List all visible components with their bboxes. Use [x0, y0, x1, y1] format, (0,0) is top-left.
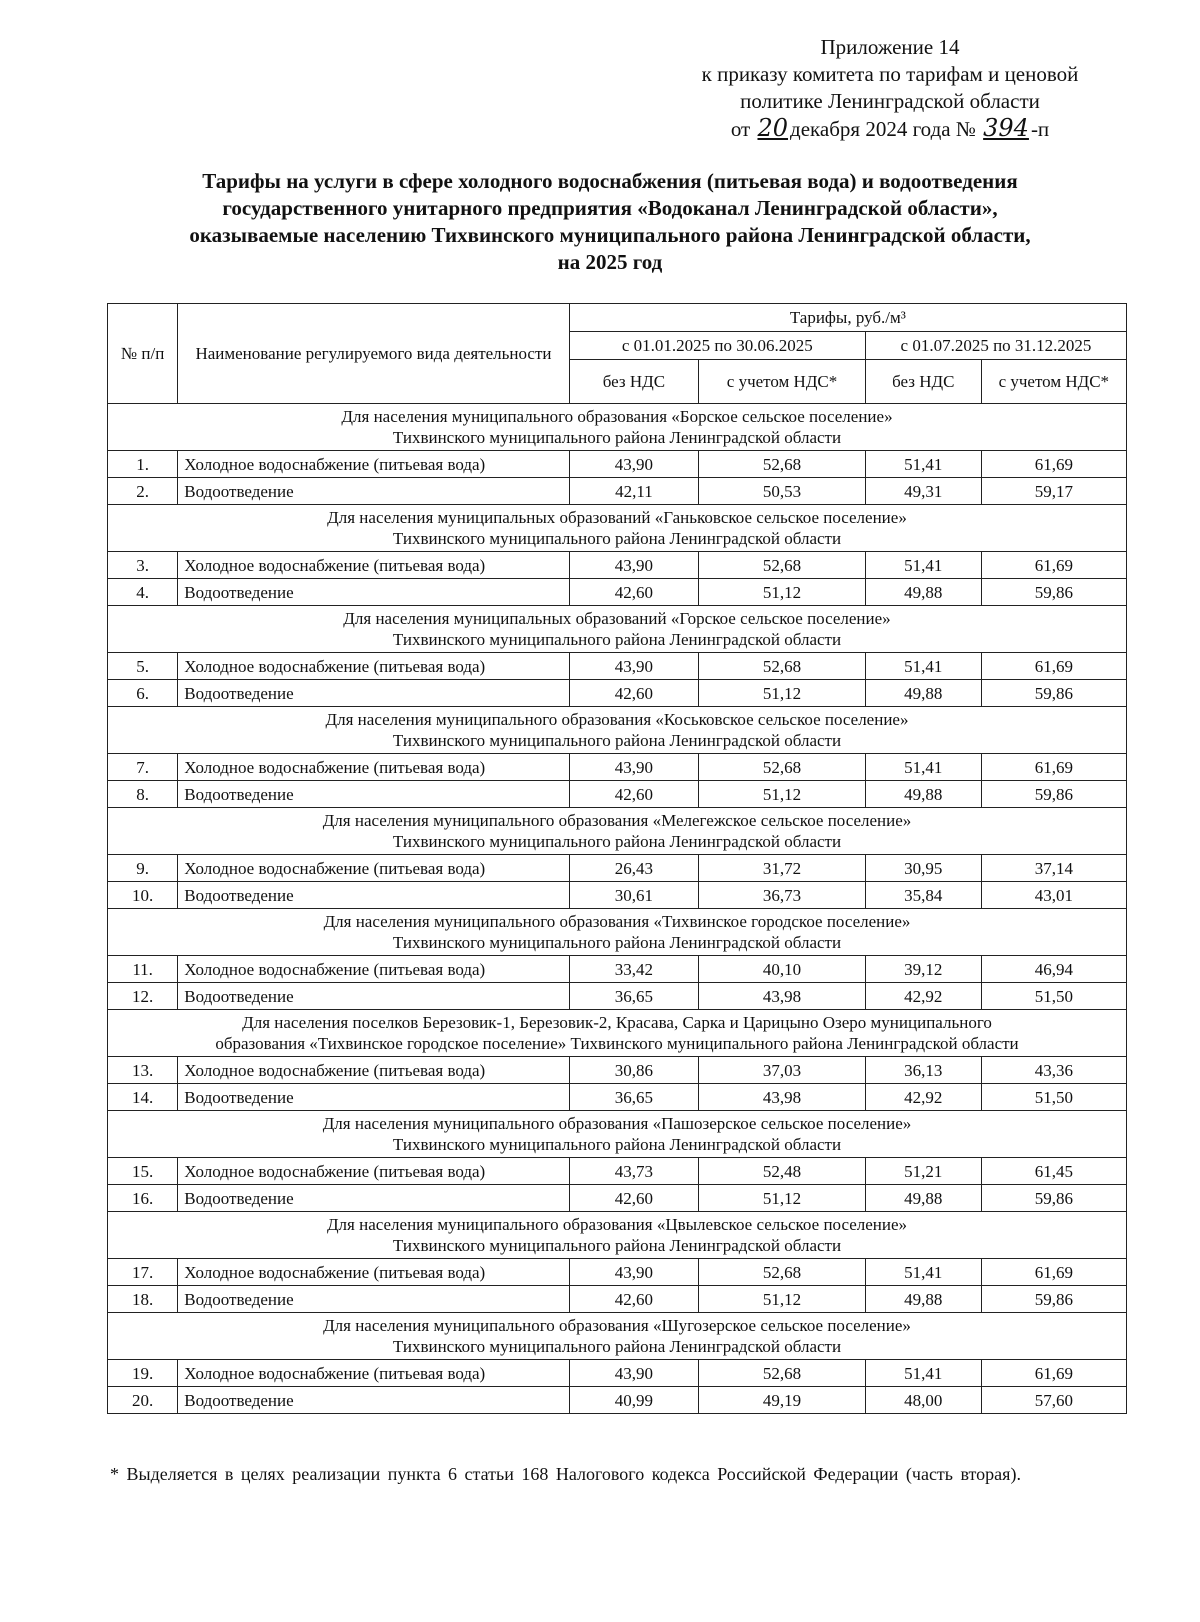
row-p1-no-vat: 33,42 — [569, 956, 698, 983]
row-p1-with-vat: 52,68 — [699, 1360, 866, 1387]
section-heading-row — [108, 1212, 1127, 1259]
section-heading — [108, 1010, 1127, 1057]
table-row — [108, 1286, 1127, 1313]
row-number: 1. — [108, 451, 178, 478]
row-p1-with-vat: 52,48 — [699, 1158, 866, 1185]
appendix-header — [640, 34, 1140, 143]
row-number: 14. — [108, 1084, 178, 1111]
table-row — [108, 1158, 1127, 1185]
row-service-name: Водоотведение — [178, 1286, 569, 1313]
section-heading-line-1: Для населения муниципального образования «Мелегежское сельское поселение» — [322, 811, 912, 830]
row-p1-with-vat: 43,98 — [699, 1084, 866, 1111]
row-p2-with-vat: 43,36 — [981, 1057, 1126, 1084]
row-number: 6. — [108, 680, 178, 707]
section-heading-row — [108, 606, 1127, 653]
row-service-name: Холодное водоснабжение (питьевая вода) — [178, 855, 569, 882]
row-service-name: Холодное водоснабжение (питьевая вода) — [178, 956, 569, 983]
row-number: 9. — [108, 855, 178, 882]
row-service-name: Водоотведение — [178, 1185, 569, 1212]
table-row — [108, 451, 1127, 478]
row-p1-no-vat: 30,61 — [569, 882, 698, 909]
row-p1-with-vat: 51,12 — [699, 579, 866, 606]
row-p1-no-vat: 40,99 — [569, 1387, 698, 1414]
section-heading-row — [108, 1313, 1127, 1360]
row-p2-no-vat: 49,88 — [865, 680, 981, 707]
row-p1-no-vat: 43,90 — [569, 552, 698, 579]
table-header — [108, 304, 1127, 404]
table-row — [108, 1084, 1127, 1111]
section-heading — [108, 505, 1127, 552]
col-header-p1-with-vat: с учетом НДС* — [699, 360, 866, 404]
row-p2-with-vat: 59,17 — [981, 478, 1126, 505]
section-heading-line-1: Для населения муниципального образования «Цвылевское сельское поселение» — [326, 1215, 908, 1234]
col-header-p2-with-vat: с учетом НДС* — [981, 360, 1126, 404]
section-heading-line-2: Тихвинского муниципального района Ленинградской области — [392, 630, 842, 649]
section-heading-line-2: Тихвинского муниципального района Ленинградской области — [392, 1337, 842, 1356]
table-row — [108, 1185, 1127, 1212]
section-heading — [108, 1313, 1127, 1360]
row-p1-with-vat: 37,03 — [699, 1057, 866, 1084]
table-row — [108, 680, 1127, 707]
col-header-tariffs: Тарифы, руб./м³ — [569, 304, 1126, 332]
row-p2-no-vat: 30,95 — [865, 855, 981, 882]
row-p2-with-vat: 51,50 — [981, 983, 1126, 1010]
row-p2-with-vat: 57,60 — [981, 1387, 1126, 1414]
row-p1-with-vat: 51,12 — [699, 1286, 866, 1313]
table-row — [108, 552, 1127, 579]
row-p1-with-vat: 52,68 — [699, 1259, 866, 1286]
row-p1-with-vat: 52,68 — [699, 451, 866, 478]
title-line-4: на 2025 год — [557, 250, 663, 274]
row-p2-with-vat: 61,69 — [981, 1259, 1126, 1286]
section-heading-row — [108, 1010, 1127, 1057]
row-p2-no-vat: 39,12 — [865, 956, 981, 983]
section-heading-row — [108, 1111, 1127, 1158]
row-service-name: Водоотведение — [178, 983, 569, 1010]
table-row — [108, 579, 1127, 606]
title-line-3: оказываемые населению Тихвинского муниципального района Ленинградской области, — [189, 223, 1031, 247]
row-p2-with-vat: 61,69 — [981, 552, 1126, 579]
row-number: 13. — [108, 1057, 178, 1084]
row-p2-no-vat: 51,41 — [865, 653, 981, 680]
footnote: * Выделяется в целях реализации пункта 6 статьи 168 Налогового кодекса Российской Федерации (часть вторая). — [110, 1464, 1021, 1484]
row-p1-with-vat: 52,68 — [699, 552, 866, 579]
date-middle: декабря 2024 года № — [790, 117, 976, 141]
order-suffix: -п — [1030, 117, 1050, 141]
row-p1-no-vat: 42,60 — [569, 1286, 698, 1313]
section-heading — [108, 1111, 1127, 1158]
row-p1-with-vat: 51,12 — [699, 680, 866, 707]
row-p2-no-vat: 51,21 — [865, 1158, 981, 1185]
section-heading — [108, 606, 1127, 653]
row-p2-no-vat: 42,92 — [865, 983, 981, 1010]
row-p2-no-vat: 36,13 — [865, 1057, 981, 1084]
row-p2-no-vat: 35,84 — [865, 882, 981, 909]
row-p2-no-vat: 51,41 — [865, 552, 981, 579]
row-number: 19. — [108, 1360, 178, 1387]
row-number: 18. — [108, 1286, 178, 1313]
row-number: 16. — [108, 1185, 178, 1212]
section-heading-line-2: образования «Тихвинское городское поселение» Тихвинского муниципального района Ленинградской области — [215, 1034, 1019, 1053]
table-row — [108, 956, 1127, 983]
table-row — [108, 1387, 1127, 1414]
row-p1-with-vat: 43,98 — [699, 983, 866, 1010]
section-heading-line-1: Для населения муниципального образования «Коськовское сельское поселение» — [325, 710, 909, 729]
row-p2-no-vat: 49,88 — [865, 1286, 981, 1313]
tariffs-table — [107, 303, 1127, 1414]
row-p2-with-vat: 61,69 — [981, 653, 1126, 680]
table-row — [108, 781, 1127, 808]
row-p1-no-vat: 43,90 — [569, 1360, 698, 1387]
row-p2-with-vat: 59,86 — [981, 1185, 1126, 1212]
title-line-1: Тарифы на услуги в сфере холодного водоснабжения (питьевая вода) и водоотведения — [202, 169, 1018, 193]
row-p1-no-vat: 42,60 — [569, 680, 698, 707]
row-p2-with-vat: 59,86 — [981, 1286, 1126, 1313]
section-heading-line-1: Для населения муниципальных образований «Ганьковское сельское поселение» — [327, 508, 907, 527]
table-row — [108, 882, 1127, 909]
row-p2-no-vat: 51,41 — [865, 1360, 981, 1387]
row-number: 3. — [108, 552, 178, 579]
section-heading — [108, 808, 1127, 855]
row-p1-no-vat: 26,43 — [569, 855, 698, 882]
row-p1-no-vat: 42,60 — [569, 1185, 698, 1212]
row-p2-no-vat: 49,88 — [865, 579, 981, 606]
table-row — [108, 478, 1127, 505]
section-heading-line-2: Тихвинского муниципального района Ленинградской области — [392, 1236, 842, 1255]
row-p2-with-vat: 61,69 — [981, 451, 1126, 478]
row-service-name: Холодное водоснабжение (питьевая вода) — [178, 754, 569, 781]
section-heading-line-2: Тихвинского муниципального района Ленинградской области — [392, 1135, 842, 1154]
row-service-name: Водоотведение — [178, 680, 569, 707]
section-heading-row — [108, 505, 1127, 552]
row-p1-with-vat: 49,19 — [699, 1387, 866, 1414]
row-p2-with-vat: 61,69 — [981, 754, 1126, 781]
table-row — [108, 1057, 1127, 1084]
row-p2-with-vat: 61,45 — [981, 1158, 1126, 1185]
row-number: 10. — [108, 882, 178, 909]
row-p2-no-vat: 51,41 — [865, 451, 981, 478]
table-row — [108, 983, 1127, 1010]
date-prefix: от — [730, 117, 751, 141]
row-p1-with-vat: 52,68 — [699, 754, 866, 781]
row-p1-no-vat: 43,73 — [569, 1158, 698, 1185]
row-p2-no-vat: 49,88 — [865, 1185, 981, 1212]
row-service-name: Холодное водоснабжение (питьевая вода) — [178, 1057, 569, 1084]
table-row — [108, 653, 1127, 680]
section-heading-row — [108, 909, 1127, 956]
row-p1-with-vat: 51,12 — [699, 781, 866, 808]
title-line-2: государственного унитарного предприятия «Водоканал Ленинградской области», — [222, 196, 998, 220]
appendix-date-line — [640, 115, 1140, 143]
row-service-name: Водоотведение — [178, 1084, 569, 1111]
table-row — [108, 1360, 1127, 1387]
row-p1-no-vat: 43,90 — [569, 754, 698, 781]
row-p2-no-vat: 48,00 — [865, 1387, 981, 1414]
row-p1-with-vat: 31,72 — [699, 855, 866, 882]
appendix-order-ref-2: политике Ленинградской области — [740, 89, 1040, 113]
row-p1-with-vat: 36,73 — [699, 882, 866, 909]
row-p2-with-vat: 59,86 — [981, 680, 1126, 707]
row-p1-no-vat: 43,90 — [569, 1259, 698, 1286]
row-p1-no-vat: 36,65 — [569, 1084, 698, 1111]
row-number: 7. — [108, 754, 178, 781]
col-header-p1-no-vat: без НДС — [569, 360, 698, 404]
col-header-num: № п/п — [108, 304, 178, 404]
row-service-name: Холодное водоснабжение (питьевая вода) — [178, 451, 569, 478]
col-header-period-1: с 01.01.2025 по 30.06.2025 — [569, 332, 865, 360]
table-row — [108, 1259, 1127, 1286]
col-header-name: Наименование регулируемого вида деятельности — [178, 304, 569, 404]
row-p1-with-vat: 50,53 — [699, 478, 866, 505]
row-p1-with-vat: 51,12 — [699, 1185, 866, 1212]
section-heading — [108, 404, 1127, 451]
section-heading-row — [108, 404, 1127, 451]
row-p2-with-vat: 37,14 — [981, 855, 1126, 882]
row-p2-with-vat: 61,69 — [981, 1360, 1126, 1387]
row-service-name: Водоотведение — [178, 579, 569, 606]
document-title — [110, 168, 1110, 276]
section-heading-row — [108, 707, 1127, 754]
section-heading — [108, 1212, 1127, 1259]
section-heading-line-2: Тихвинского муниципального района Ленинградской области — [392, 933, 842, 952]
section-heading-line-1: Для населения поселков Березовик-1, Березовик-2, Красава, Сарка и Царицыно Озеро муниципального — [242, 1013, 992, 1032]
row-service-name: Водоотведение — [178, 882, 569, 909]
col-header-period-2: с 01.07.2025 по 31.12.2025 — [865, 332, 1126, 360]
section-heading-line-1: Для населения муниципальных образований «Горское сельское поселение» — [343, 609, 891, 628]
section-heading-line-1: Для населения муниципального образования «Борское сельское поселение» — [341, 407, 893, 426]
row-p1-no-vat: 42,60 — [569, 579, 698, 606]
row-p1-no-vat: 42,11 — [569, 478, 698, 505]
section-heading-line-1: Для населения муниципального образования «Пашозерское сельское поселение» — [322, 1114, 912, 1133]
row-p2-with-vat: 46,94 — [981, 956, 1126, 983]
row-number: 8. — [108, 781, 178, 808]
row-service-name: Холодное водоснабжение (питьевая вода) — [178, 1259, 569, 1286]
row-service-name: Водоотведение — [178, 781, 569, 808]
row-p1-no-vat: 43,90 — [569, 451, 698, 478]
row-p2-with-vat: 59,86 — [981, 781, 1126, 808]
row-p2-no-vat: 49,88 — [865, 781, 981, 808]
section-heading-line-2: Тихвинского муниципального района Ленинградской области — [392, 428, 842, 447]
appendix-order-ref: к приказу комитета по тарифам и ценовой — [701, 62, 1079, 86]
row-p2-with-vat: 51,50 — [981, 1084, 1126, 1111]
row-service-name: Водоотведение — [178, 478, 569, 505]
row-p2-no-vat: 51,41 — [865, 1259, 981, 1286]
row-p1-with-vat: 52,68 — [699, 653, 866, 680]
row-p1-no-vat: 30,86 — [569, 1057, 698, 1084]
section-heading — [108, 909, 1127, 956]
row-number: 5. — [108, 653, 178, 680]
row-p2-no-vat: 42,92 — [865, 1084, 981, 1111]
row-number: 11. — [108, 956, 178, 983]
section-heading-line-2: Тихвинского муниципального района Ленинградской области — [392, 731, 842, 750]
section-heading-line-1: Для населения муниципального образования «Шугозерское сельское поселение» — [323, 1316, 911, 1335]
section-heading-line-2: Тихвинского муниципального района Ленинградской области — [392, 832, 842, 851]
row-p1-no-vat: 43,90 — [569, 653, 698, 680]
handwritten-day: 20 — [757, 114, 789, 142]
section-heading-row — [108, 808, 1127, 855]
row-number: 12. — [108, 983, 178, 1010]
row-number: 20. — [108, 1387, 178, 1414]
row-service-name: Холодное водоснабжение (питьевая вода) — [178, 1158, 569, 1185]
table-row — [108, 754, 1127, 781]
section-heading — [108, 707, 1127, 754]
row-number: 15. — [108, 1158, 178, 1185]
row-service-name: Холодное водоснабжение (питьевая вода) — [178, 552, 569, 579]
row-p2-no-vat: 51,41 — [865, 754, 981, 781]
row-p2-with-vat: 59,86 — [981, 579, 1126, 606]
row-number: 4. — [108, 579, 178, 606]
table-row — [108, 855, 1127, 882]
row-service-name: Водоотведение — [178, 1387, 569, 1414]
row-service-name: Холодное водоснабжение (питьевая вода) — [178, 1360, 569, 1387]
row-p2-with-vat: 43,01 — [981, 882, 1126, 909]
handwritten-order-number: 394 — [983, 114, 1029, 142]
appendix-number: Приложение 14 — [820, 35, 960, 59]
row-service-name: Холодное водоснабжение (питьевая вода) — [178, 653, 569, 680]
row-number: 17. — [108, 1259, 178, 1286]
row-number: 2. — [108, 478, 178, 505]
col-header-p2-no-vat: без НДС — [865, 360, 981, 404]
row-p1-no-vat: 36,65 — [569, 983, 698, 1010]
row-p1-with-vat: 40,10 — [699, 956, 866, 983]
section-heading-line-2: Тихвинского муниципального района Ленинградской области — [392, 529, 842, 548]
table-body — [108, 404, 1127, 1414]
row-p2-no-vat: 49,31 — [865, 478, 981, 505]
row-p1-no-vat: 42,60 — [569, 781, 698, 808]
section-heading-line-1: Для населения муниципального образования «Тихвинское городское поселение» — [323, 912, 911, 931]
